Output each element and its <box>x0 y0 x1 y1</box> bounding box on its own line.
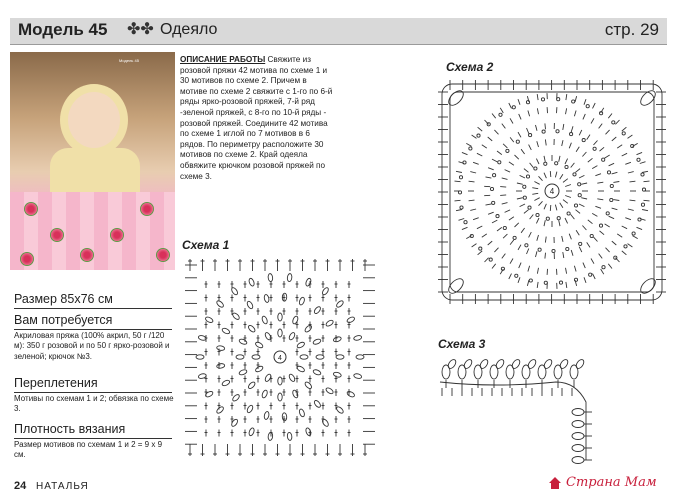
materials-heading: Вам потребуется <box>14 313 113 327</box>
page-reference: стр. 29 <box>604 20 659 39</box>
gauge-text: Размер мотивов по схемам 1 и 2 = 9 х 9 см. <box>14 440 163 460</box>
work-description <box>180 55 335 182</box>
model-subtitle: Одеяло <box>160 21 218 38</box>
ornament-icon: ✤✤ <box>127 21 154 38</box>
magazine-name: НАТАЛЬЯ <box>36 481 89 492</box>
scheme-1-center-mark: 4 <box>278 355 282 362</box>
page-footer <box>10 480 310 494</box>
stitches-heading: Переплетения <box>14 376 98 390</box>
photo-caption: Модель 45 <box>119 58 139 63</box>
scheme-2-diagram <box>436 78 668 306</box>
description-label: ОПИСАНИЕ РАБОТЫ <box>180 55 266 64</box>
size-heading: Размер 85х76 см <box>14 292 113 306</box>
scheme-2-center-mark: 4 <box>549 187 555 196</box>
materials-text: Акриловая пряжа (100% акрил, 50 г /120 м): 350 г розовой и по 50 г ярко-розовой и зеленой; крючок №3. <box>14 331 170 361</box>
scheme-3-diagram <box>436 352 596 464</box>
gauge-heading: Плотность вязания <box>14 422 126 436</box>
description-text: Свяжите из розовой пряжи 42 мотива по схеме 1 и 30 мотивов по схеме 2. Причем в мотиве по схеме 2 свяжите с 1-го по 6-й ряды ярко-розовой пряжей, 7-й ряд -зеленой пряжей, с 8-го по 10-й ряды - розовой пряжей. Соедините 42 мотива по схеме 1 иглой по 7 мотивов в 6 рядов. По периметру расположите 30 мотивов по схеме 2. Край одеяла обвяжите крючком розовой пряжей по схеме 3. <box>180 55 333 181</box>
house-icon <box>548 476 562 490</box>
page-number: 24 <box>14 480 27 492</box>
baby-figure <box>68 92 120 148</box>
scheme-1-title: Схема 1 <box>182 238 230 252</box>
scheme-2-title: Схема 2 <box>446 60 494 74</box>
scheme-1-diagram <box>182 255 378 460</box>
page-header <box>10 18 667 45</box>
stitches-text: Мотивы по схемам 1 и 2; обвязка по схеме 3. <box>14 394 174 414</box>
scheme-3-title: Схема 3 <box>438 337 486 351</box>
site-watermark <box>548 474 670 494</box>
model-title: Модель 45 <box>18 20 108 39</box>
watermark-text: Страна Мам <box>566 475 657 490</box>
baby-blanket-photo <box>10 52 175 270</box>
